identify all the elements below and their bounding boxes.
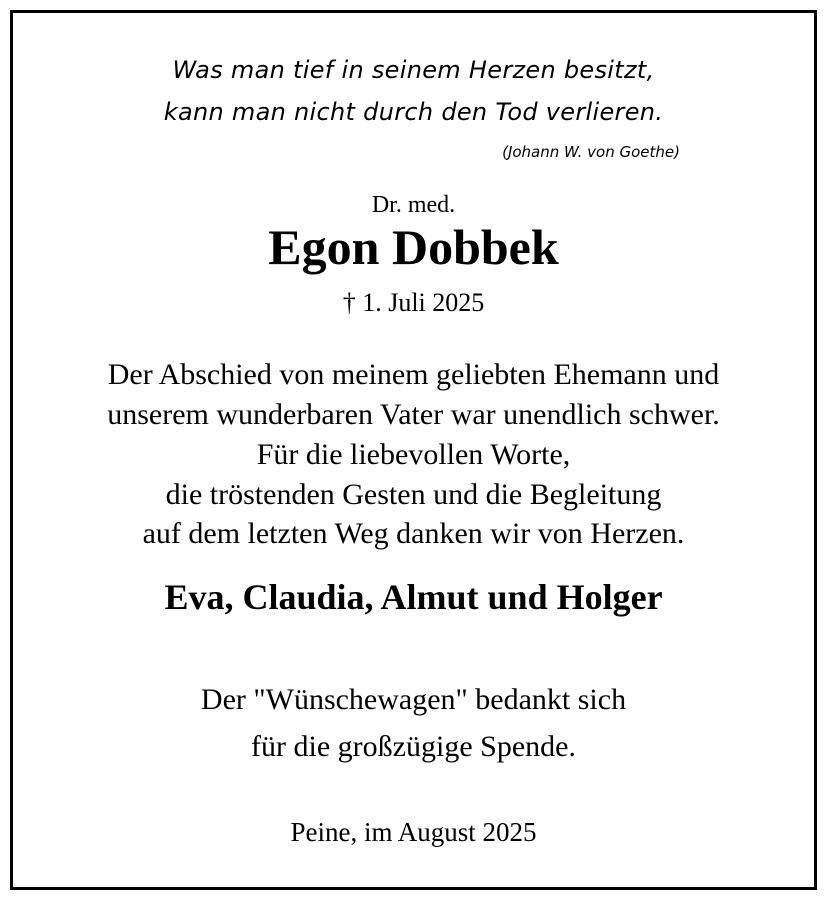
quote-line-1: Was man tief in seinem Herzen besitzt, — [172, 56, 655, 84]
deceased-title: Dr. med. — [371, 192, 456, 218]
deceased-name: Egon Dobbek — [268, 219, 559, 275]
message-line-1: Der Abschied von meinem geliebten Ehemann und — [107, 358, 720, 391]
quote-attribution: (Johann W. von Goethe) — [502, 143, 680, 161]
place-date: Peine, im August 2025 — [290, 817, 537, 847]
donation-note-line-2: für die großzügige Spende. — [251, 730, 576, 763]
message-line-5: auf dem letzten Weg danken wir von Herzen. — [142, 517, 685, 550]
signers: Eva, Claudia, Almut und Holger — [164, 577, 663, 617]
message-line-4: die tröstenden Gesten und die Begleitung — [165, 478, 662, 511]
message-line-3: Für die liebevollen Worte, — [256, 438, 571, 471]
death-date: † 1. Juli 2025 — [342, 288, 485, 317]
donation-note-line-1: Der "Wünschewagen" bedankt sich — [200, 683, 627, 716]
message-line-2: unserem wunderbaren Vater war unendlich schwer. — [107, 398, 720, 431]
quote-line-2: kann man nicht durch den Tod verlieren. — [163, 98, 664, 126]
